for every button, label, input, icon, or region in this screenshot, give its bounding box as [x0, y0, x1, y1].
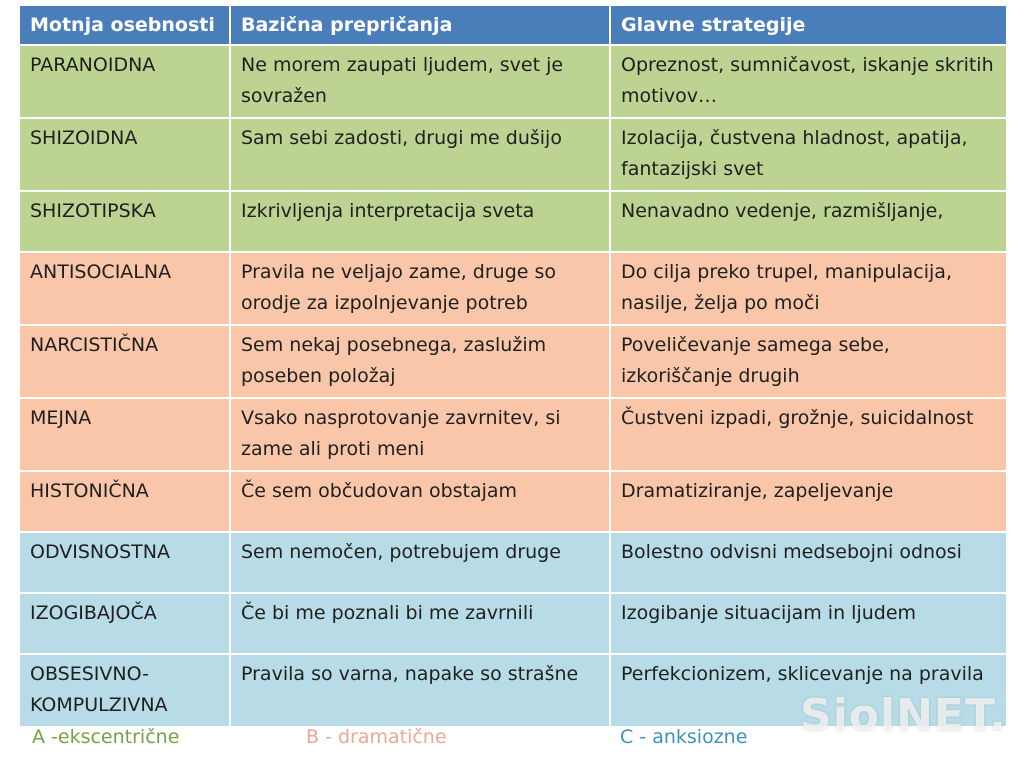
table-row	[20, 252, 1006, 325]
table-row	[20, 45, 1006, 118]
strategy-cell: Poveličevanje samega sebe, izkoriščanje drugih	[610, 325, 1006, 398]
legend-group-c: C - anksiozne	[620, 726, 748, 748]
strategy-cell: Nenavadno vedenje, razmišljanje,	[610, 191, 1006, 252]
strategy-cell: Čustveni izpadi, grožnje, suicidalnost	[610, 398, 1006, 471]
belief-cell: Sem nekaj posebnega, zaslužim poseben položaj	[230, 325, 610, 398]
belief-cell: Če sem občudovan obstajam	[230, 471, 610, 532]
disorder-cell: SHIZOIDNA	[20, 118, 230, 191]
disorder-cell: ODVISNOSTNA	[20, 532, 230, 593]
table-row	[20, 118, 1006, 191]
belief-cell: Če bi me poznali bi me zavrnili	[230, 593, 610, 654]
belief-cell: Sam sebi zadosti, drugi me dušijo	[230, 118, 610, 191]
disorder-cell: HISTONIČNA	[20, 471, 230, 532]
belief-cell: Sem nemočen, potrebujem druge	[230, 532, 610, 593]
table-row	[20, 398, 1006, 471]
legend-group-b: B - dramatične	[306, 726, 447, 748]
belief-cell: Izkrivljenja interpretacija sveta	[230, 191, 610, 252]
strategy-cell: Izolacija, čustvena hladnost, apatija, fantazijski svet	[610, 118, 1006, 191]
strategy-cell: Opreznost, sumničavost, iskanje skritih motivov…	[610, 45, 1006, 118]
disorder-cell: ANTISOCIALNA	[20, 252, 230, 325]
table-row	[20, 471, 1006, 532]
strategy-cell: Izogibanje situacijam in ljudem	[610, 593, 1006, 654]
strategy-cell: Bolestno odvisni medsebojni odnosi	[610, 532, 1006, 593]
siolnet-watermark: SiolNET.	[800, 690, 1008, 741]
disorder-cell: IZOGIBAJOČA	[20, 593, 230, 654]
strategy-cell: Dramatiziranje, zapeljevanje	[610, 471, 1006, 532]
table-row	[20, 593, 1006, 654]
disorder-cell: OBSESIVNO-KOMPULZIVNA	[20, 654, 230, 727]
belief-cell: Pravila ne veljajo zame, druge so orodje za izpolnjevanje potreb	[230, 252, 610, 325]
personality-disorders-table	[20, 6, 1006, 728]
disorder-cell: PARANOIDNA	[20, 45, 230, 118]
disorder-cell: MEJNA	[20, 398, 230, 471]
table-header-row	[20, 6, 1006, 45]
belief-cell: Vsako nasprotovanje zavrnitev, si zame ali proti meni	[230, 398, 610, 471]
table-row	[20, 532, 1006, 593]
header-disorder: Motnja osebnosti	[20, 6, 230, 45]
table-row	[20, 325, 1006, 398]
strategy-cell: Do cilja preko trupel, manipulacija, nasilje, želja po moči	[610, 252, 1006, 325]
header-strategy: Glavne strategije	[610, 6, 1006, 45]
disorder-cell: NARCISTIČNA	[20, 325, 230, 398]
belief-cell: Ne morem zaupati ljudem, svet je sovražen	[230, 45, 610, 118]
legend-group-a: A -ekscentrične	[32, 726, 180, 748]
disorder-cell: SHIZOTIPSKA	[20, 191, 230, 252]
table-row	[20, 191, 1006, 252]
belief-cell: Pravila so varna, napake so strašne	[230, 654, 610, 727]
header-belief: Bazična prepričanja	[230, 6, 610, 45]
strategy-cell: Perfekcionizem, sklicevanje na pravila	[610, 654, 1006, 727]
